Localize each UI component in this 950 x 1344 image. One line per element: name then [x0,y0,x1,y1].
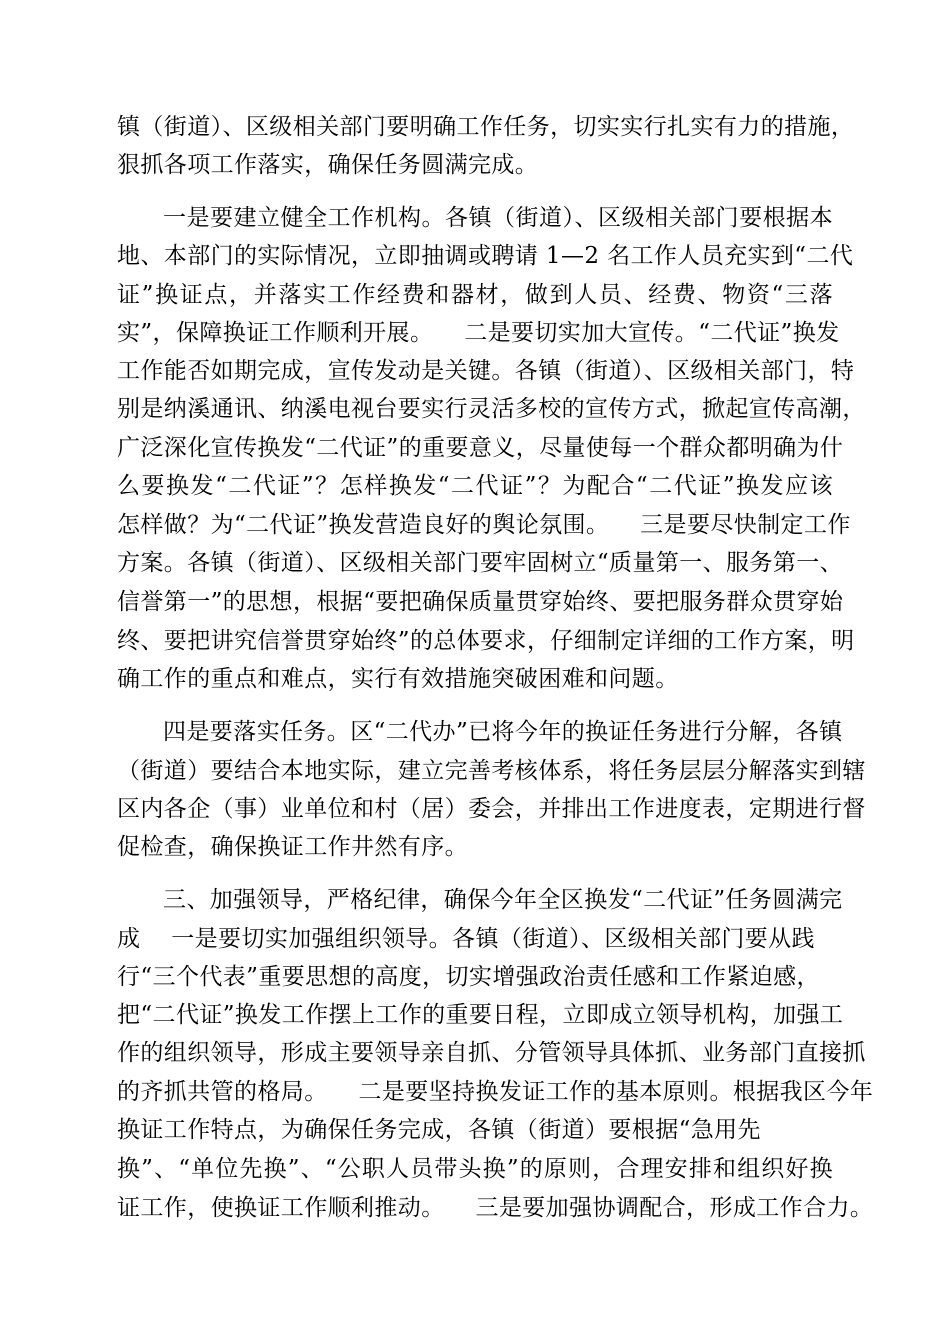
text-line: 狠抓各项工作落实，确保任务圆满完成。 [117,152,539,178]
text-line: 换证工作特点，为确保任务完成，各镇（街道）要根据“急用先 [117,1117,761,1143]
text-line: 地、本部门的实际情况，立即抽调或聘请 1—2 名工作人员充实到“二代 [117,243,854,269]
text-line: 方案。各镇（街道）、区级相关部门要牢固树立“质量第一、服务第一、 [117,550,844,576]
text-line: 么要换发“二代证”？怎样换发“二代证”？为配合“二代证”换发应该 [117,473,833,499]
text-line: 行“三个代表”重要思想的高度，切实增强政治责任感和工作紧迫感， [117,964,820,990]
text-line: 工作能否如期完成，宣传发动是关键。各镇（街道）、区级相关部门，特 [117,358,855,384]
text-line: 四是要落实任务。区“二代办”已将今年的换证任务进行分解，各镇 [163,719,843,745]
text-line: 信誉第一”的思想，根据“要把确保质量贯穿始终、要把服务群众贯穿始 [117,589,844,615]
text-line: 镇（街道）、区级相关部门要明确工作任务，切实实行扎实有力的措施， [117,114,855,140]
text-line: 区内各企（事）业单位和村（居）委会，并排出工作进度表，定期进行督 [117,796,866,822]
text-line: 作的组织领导，形成主要领导亲自抓、分管领导具体抓、业务部门直接抓 [117,1040,866,1066]
text-line: 别是纳溪通讯、纳溪电视台要实行灵活多校的宣传方式，掀起宣传高潮， [117,396,866,422]
text-line: 一是要建立健全工作机构。各镇（街道）、区级相关部门要根据本 [163,205,833,231]
text-line: 终、要把讲究信誉贯穿始终”的总体要求，仔细制定详细的工作方案，明 [117,628,855,654]
text-line: 广泛深化宣传换发“二代证”的重要意义，尽量使每一个群众都明确为什 [117,435,844,461]
text-line: 促检查，确保换证工作井然有序。 [117,834,468,860]
text-line: 成 一是要切实加强组织领导。各镇（街道）、区级相关部门要从践 [117,926,815,952]
text-line: 证工作，使换证工作顺利推动。 三是要加强协调配合，形成工作合力。 [117,1195,874,1221]
text-line: 的齐抓共管的格局。 二是要坚持换发证工作的基本原则。根据我区今年 [117,1079,874,1105]
text-line: 证”换证点，并落实工作经费和器材，做到人员、经费、物资“三落 [117,282,833,308]
text-line: 确工作的重点和难点，实行有效措施突破困难和问题。 [117,666,679,692]
text-line: 换”、“单位先换”、“公职人员带头换”的原则，合理安排和组织好换 [117,1156,833,1182]
text-line: 怎样做？为“二代证”换发营造良好的舆论氛围。 三是要尽快制定工作 [117,512,851,538]
text-line: 把“二代证”换发工作摆上工作的重要日程，立即成立领导机构，加强工 [117,1002,844,1028]
text-line: 三、加强领导，严格纪律，确保今年全区换发“二代证”任务圆满完 [163,887,843,913]
text-line: （街道）要结合本地实际，建立完善考核体系，将任务层层分解落实到辖 [117,758,866,784]
text-line: 实”，保障换证工作顺利开展。 二是要切实加大宣传。“二代证”换发 [117,320,840,346]
